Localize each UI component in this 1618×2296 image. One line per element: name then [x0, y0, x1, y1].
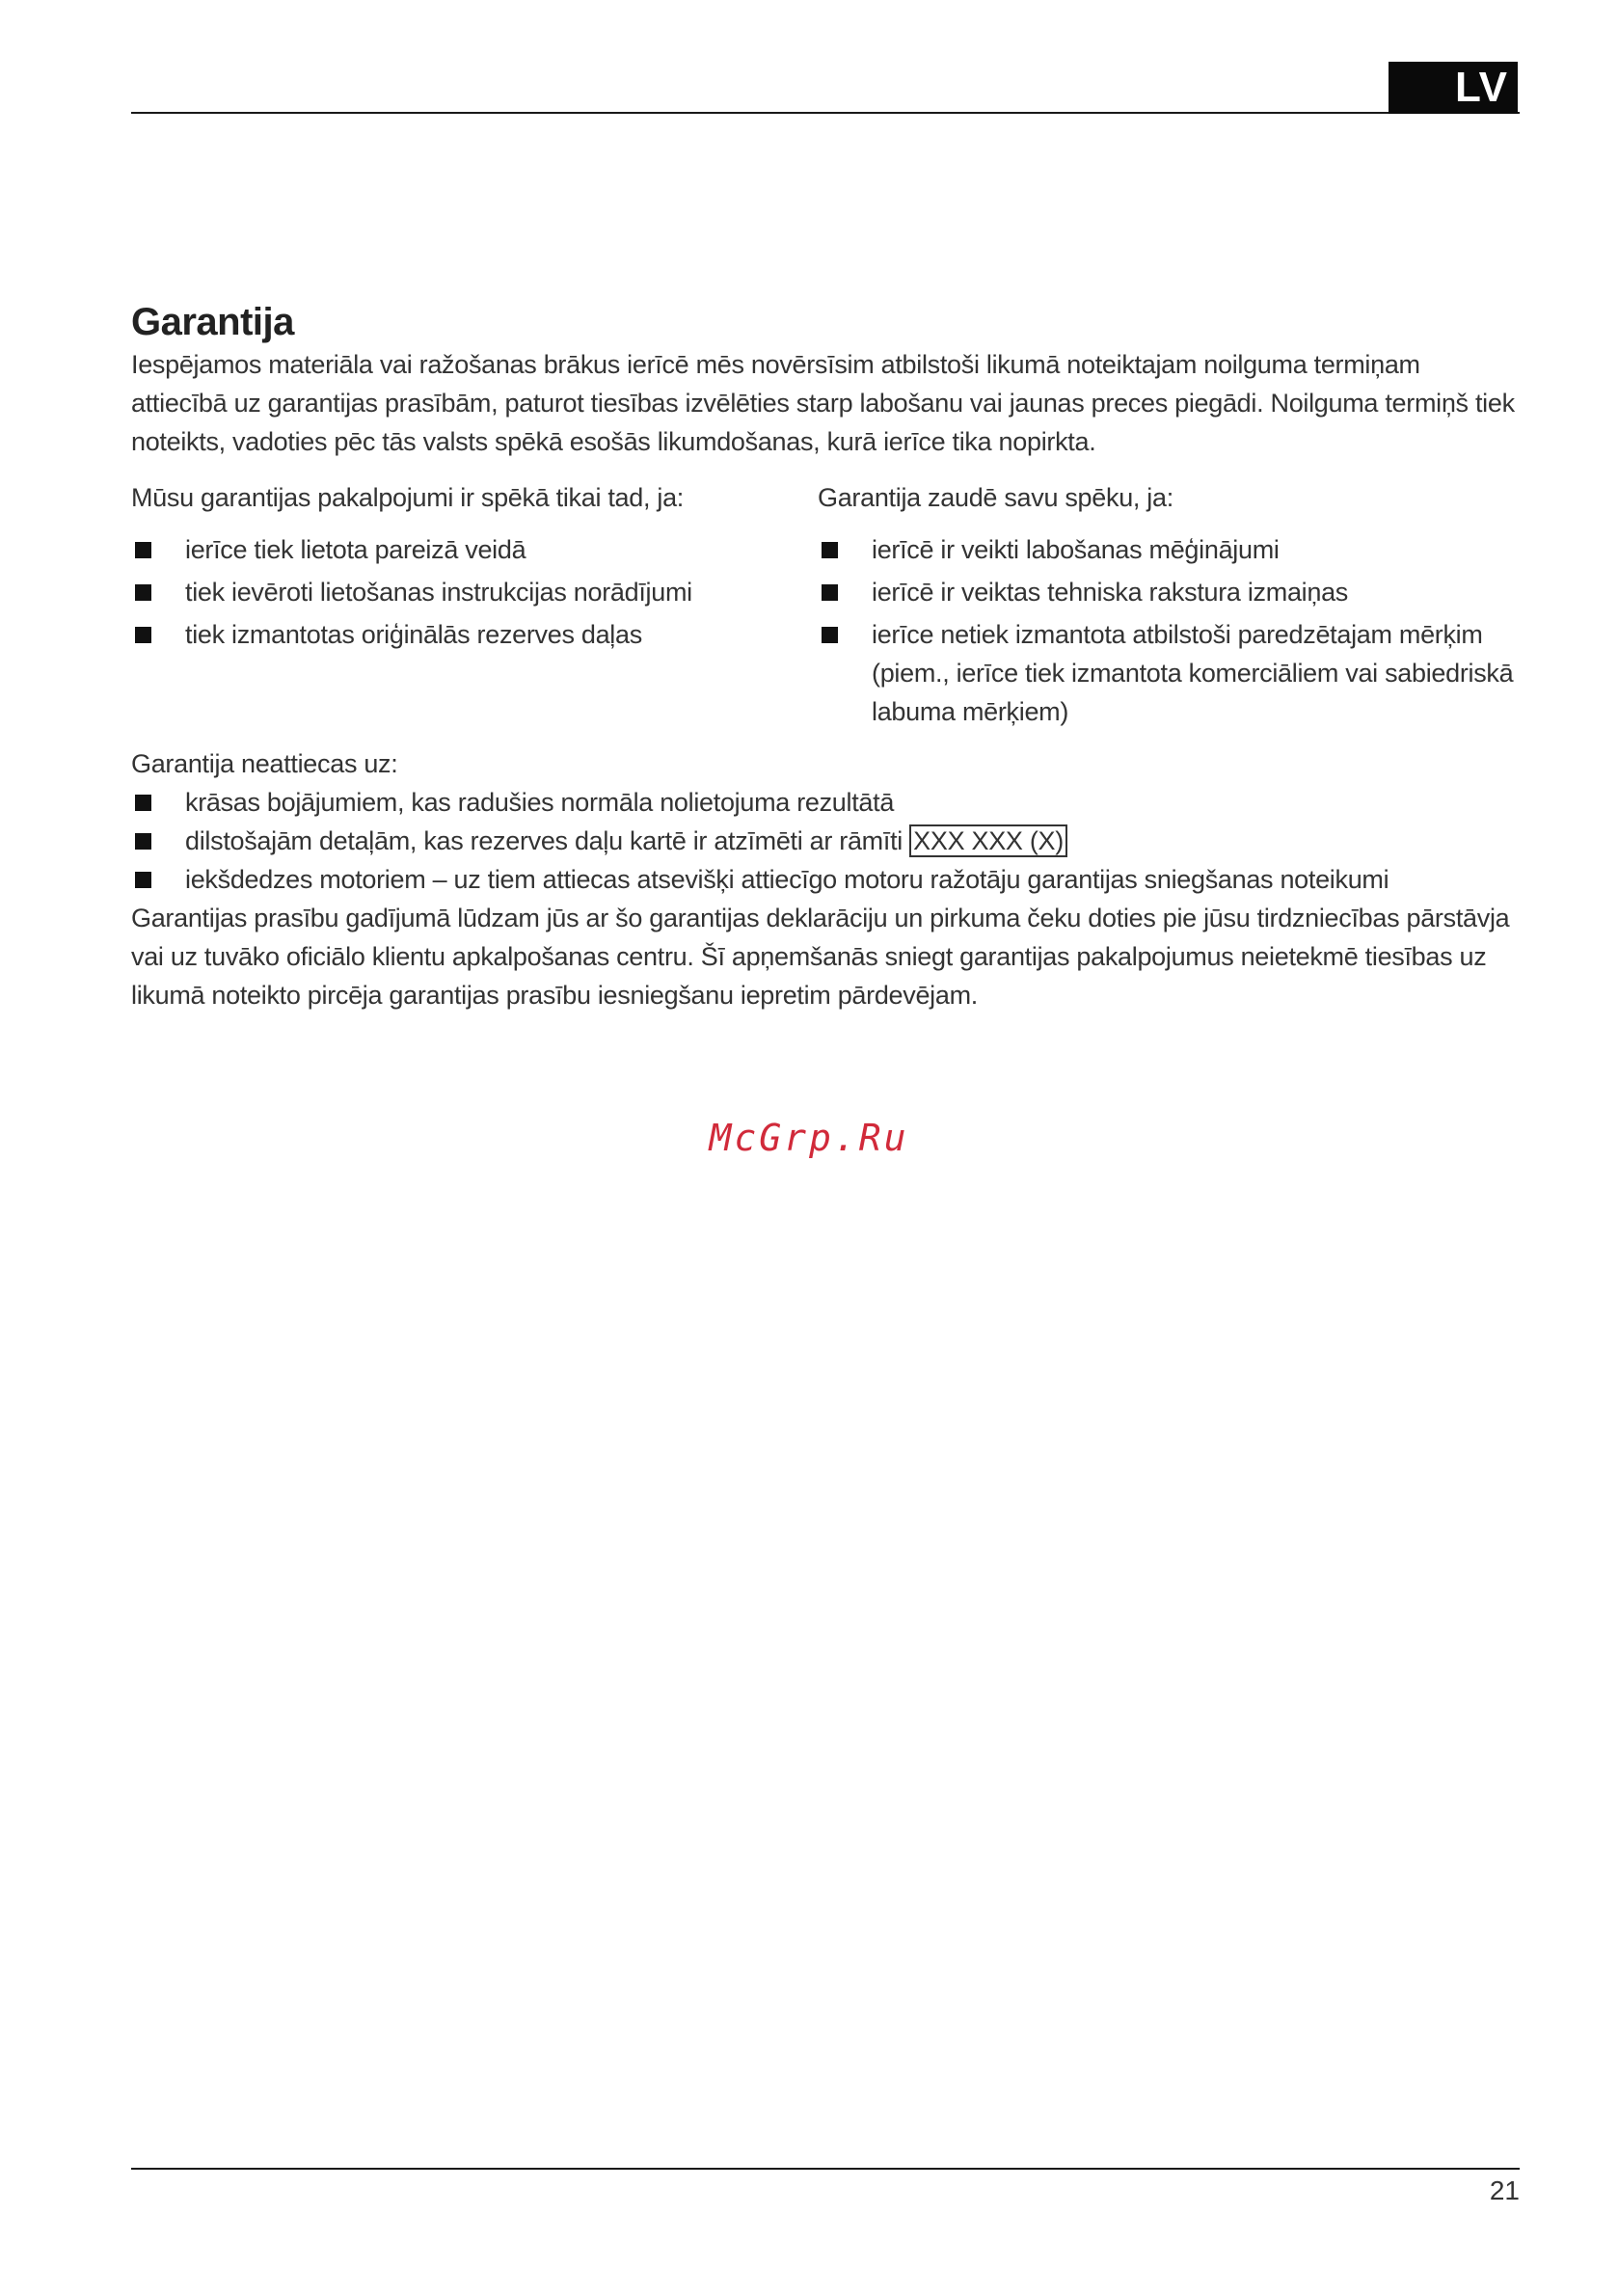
void-conditions [818, 478, 1520, 735]
watermark: McGrp.Ru [709, 1117, 909, 1159]
section-title: Garantija [131, 301, 294, 343]
intro-paragraph: Iespējamos materiāla vai ražošanas brākus ierīcē mēs novērsīsim atbilstoši likumā noteiktajam noilguma termiņam attiecībā uz garantijas prasībām, paturot tiesības izvēlēties starp labošanu vai jaunas preces piegādi. Noilguma termiņš tiek noteikts, vadoties pēc tās valsts spēkā esošās likumdošanas, kurā ierīce tika nopirkta. [131, 350, 1515, 456]
page-content [131, 299, 1520, 1014]
part-code-box: XXX XXX (X) [909, 824, 1067, 857]
valid-list [131, 530, 818, 654]
square-bullet-icon [135, 627, 151, 643]
square-bullet-icon [135, 542, 151, 558]
list-item: ierīce tiek lietota pareizā veidā [131, 530, 818, 569]
list-item: tiek ievēroti lietošanas instrukcijas norādījumi [131, 573, 818, 611]
square-bullet-icon [822, 584, 838, 601]
closing-paragraph: Garantijas prasību gadījumā lūdzam jūs ar šo garantijas deklarāciju un pirkuma čeku doties pie jūsu tirdzniecības pārstāvja vai uz tuvāko oficiālo klientu apkalpošanas centru. Šī apņemšanās sniegt garantijas pakalpojumus neietekmē tiesības uz likumā noteikto pircēja garantijas prasību iesniegšanu iepretim pārdevējam. [131, 904, 1510, 1010]
list-item: ierīce netiek izmantota atbilstoši paredzētajam mērķim (piem., ierīce tiek izmantota komerciāliem vai sabiedriskā labuma mērķiem) [818, 615, 1520, 731]
exclusions-heading: Garantija neattiecas uz: [131, 749, 398, 778]
bottom-rule [131, 2168, 1520, 2170]
list-item: iekšdedzes motoriem – uz tiem attiecas atsevišķi attiecīgo motoru ražotāju garantijas sniegšanas noteikumi [131, 860, 1520, 899]
exclusions-list [131, 783, 1520, 899]
square-bullet-icon [135, 795, 151, 811]
list-item: tiek izmantotas oriģinālās rezerves daļas [131, 615, 818, 654]
list-item: ierīcē ir veikti labošanas mēģinājumi [818, 530, 1520, 569]
void-heading: Garantija zaudē savu spēku, ja: [818, 483, 1173, 512]
square-bullet-icon [135, 584, 151, 601]
page-number: 21 [1489, 2175, 1520, 2205]
top-rule [131, 112, 1520, 114]
square-bullet-icon [822, 542, 838, 558]
valid-heading: Mūsu garantijas pakalpojumi ir spēkā tikai tad, ja: [131, 483, 684, 512]
list-item: ierīcē ir veiktas tehniska rakstura izmaiņas [818, 573, 1520, 611]
conditions-columns [131, 478, 1520, 735]
square-bullet-icon [822, 627, 838, 643]
language-badge: LV [1389, 62, 1518, 114]
list-item: krāsas bojājumiem, kas radušies normāla nolietojuma rezultātā [131, 783, 1520, 822]
square-bullet-icon [135, 833, 151, 850]
square-bullet-icon [135, 872, 151, 888]
list-item: dilstošajām detaļām, kas rezerves daļu kartē ir atzīmēti ar rāmīti XXX XXX (X) [131, 822, 1520, 860]
valid-conditions [131, 478, 818, 735]
void-list [818, 530, 1520, 731]
